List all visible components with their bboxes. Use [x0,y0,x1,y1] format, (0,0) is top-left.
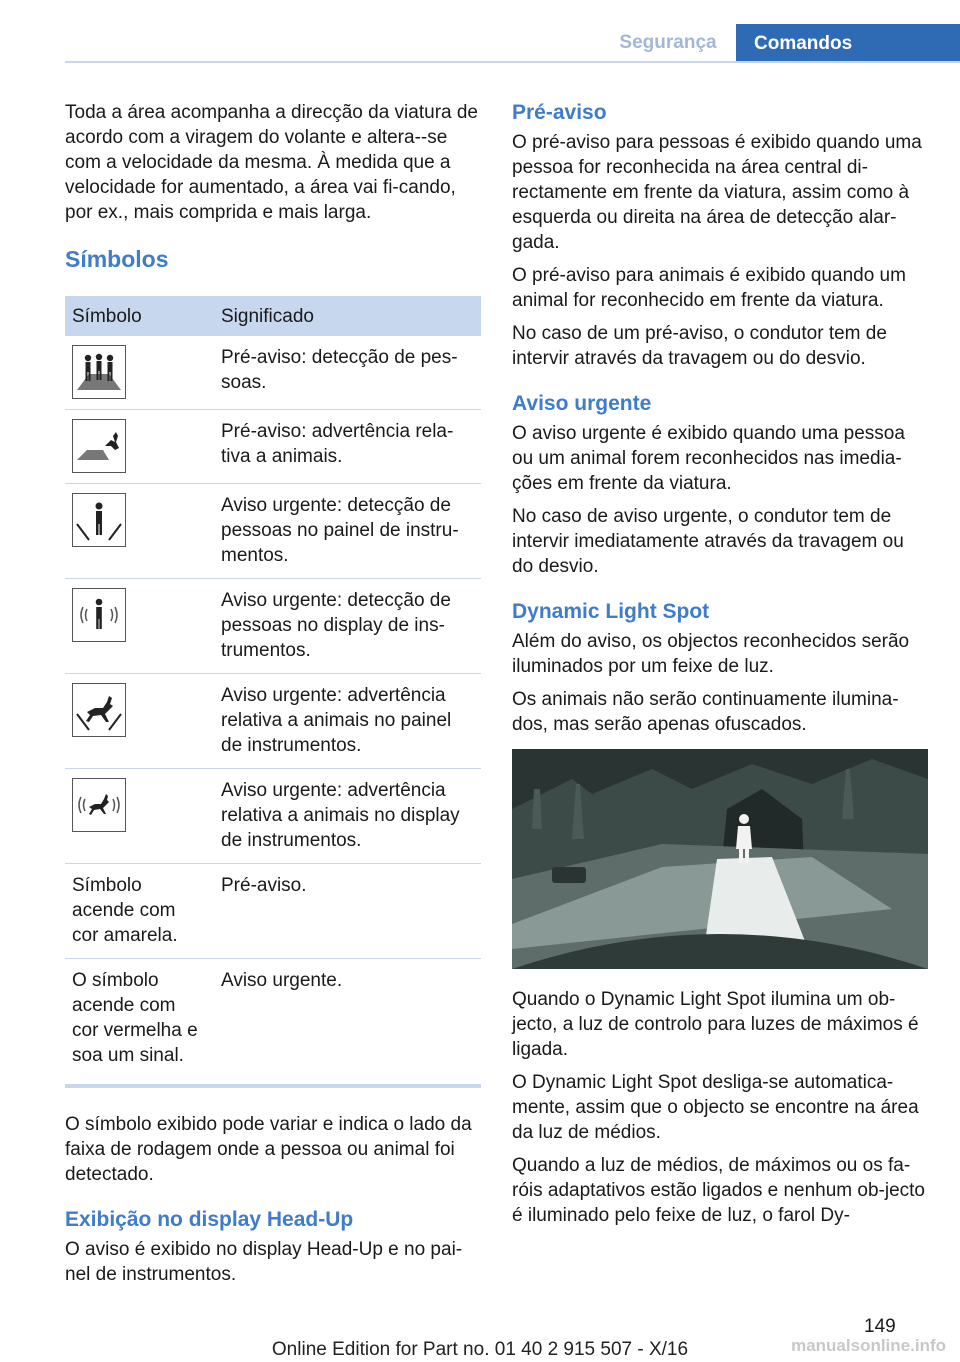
row-symbol-text: Símbolo acende com cor amarela. [65,864,214,959]
left-column [65,100,481,1295]
symbols-table [65,296,481,1078]
header-section-tab: Segurança [619,31,717,53]
right-column [512,100,928,1236]
prewarning-paragraph-1: O pré-aviso para pessoas é exibido quando uma pessoa for reconhecida na área central di-rectamente em frente da viatura, assim como à esquerda ou direita na área de detecção alar-gada. [512,132,922,253]
row-meaning: Aviso urgente: advertência relativa a animais no display de instrumentos. [214,769,481,864]
row-meaning: Pré-aviso: detecção de pes-soas. [214,336,481,410]
dls-paragraph-1: Além do aviso, os objectos reconhecidos serão iluminados por um feixe de luz. [512,631,910,677]
row-symbol-text: O símbolo acende com cor vermelha e soa um sinal. [72,970,198,1066]
page-number: 149 [864,1316,896,1337]
row-meaning: Aviso urgente: detecção de pessoas no painel de instru-mentos. [214,484,481,579]
header-chapter-tab: Comandos [736,24,960,63]
hud-heading: Exibição no display Head-Up [65,1208,354,1231]
urgent-warning-heading: Aviso urgente [512,392,652,415]
table-row [65,579,481,674]
row-meaning: Pré-aviso: advertência rela-tiva a animais. [214,410,481,484]
table-row [65,484,481,579]
intro-paragraph: Toda a área acompanha a direcção da viatura de acordo com a viragem do volante e altera--se com a velocidade da mesma. À medida que a velocidade for aumentado, a área vai fi-cando, por ex., mais comprida e mais larga. [65,102,478,223]
dls-paragraph-4: O Dynamic Light Spot desliga-se automatica-mente, assim que o objecto se encontre na área da luz de médios. [512,1072,919,1143]
animal-urgent-display-icon [72,778,126,832]
after-table-paragraph: O símbolo exibido pode variar e indica o lado da faixa de rodagem onde a pessoa ou animal foi detectado. [65,1114,472,1185]
prewarning-paragraph-3: No caso de um pré-aviso, o condutor tem de intervir através da travagem ou do desvio. [512,323,887,369]
dls-paragraph-5: Quando a luz de médios, de máximos ou os fa-róis adaptativos estão ligados e nenhum ob-jecto é iluminado pelo feixe de luz, o farol Dy- [512,1155,925,1226]
pedestrian-urgent-display-icon [72,588,126,642]
pedestrian-urgent-panel-icon [72,493,126,547]
row-meaning: Pré-aviso. [214,864,481,959]
watermark: manualsonline.info [791,1336,946,1355]
table-bottom-rule [65,1084,481,1088]
row-meaning: Aviso urgente: advertência relativa a animais no painel de instrumentos. [214,674,481,769]
table-row [65,769,481,864]
animal-prewarning-icon [72,419,126,473]
table-row [65,959,481,1079]
col-meaning-header: Significado [214,296,481,336]
table-row [65,674,481,769]
dynamic-light-spot-heading: Dynamic Light Spot [512,600,710,623]
dls-paragraph-3: Quando o Dynamic Light Spot ilumina um ob-jecto, a luz de controlo para luzes de máximos é ligada. [512,989,919,1060]
table-row [65,410,481,484]
row-meaning: Aviso urgente: detecção de pessoas no display de ins-trumentos. [214,579,481,674]
hud-paragraph: O aviso é exibido no display Head-Up e no pai-nel de instrumentos. [65,1239,463,1285]
animal-urgent-panel-icon [72,683,126,737]
night-road-illustration [512,749,928,969]
symbols-heading: Símbolos [65,246,169,272]
urgent-paragraph-1: O aviso urgente é exibido quando uma pessoa ou um animal forem reconhecidos nas imedia-ções em frente da viatura. [512,423,905,494]
table-header-row [65,296,481,336]
dls-paragraph-2: Os animais não serão continuamente ilumina-dos, mas serão apenas ofuscados. [512,689,899,735]
col-symbol-header: Símbolo [65,296,214,336]
row-meaning: Aviso urgente. [221,970,343,991]
pedestrians-prewarning-icon [72,345,126,399]
header-rule [65,61,960,63]
table-row [65,864,481,959]
footer-edition: Online Edition for Part no. 01 40 2 915 507 - X/16 [271,1339,689,1360]
table-row [65,336,481,410]
prewarning-paragraph-2: O pré-aviso para animais é exibido quando um animal for reconhecido em frente da viatura. [512,265,906,311]
prewarning-heading: Pré-aviso [512,101,607,124]
urgent-paragraph-2: No caso de aviso urgente, o condutor tem de intervir imediatamente através da travagem ou do desvio. [512,506,904,577]
